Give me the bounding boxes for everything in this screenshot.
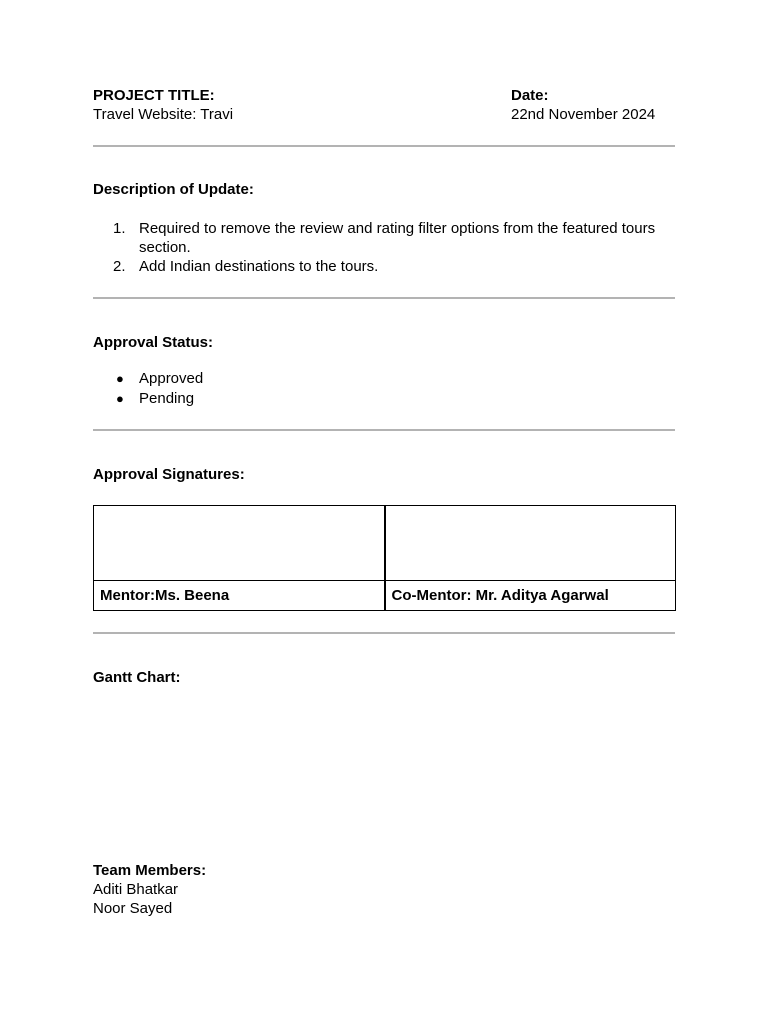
date-value: 22nd November 2024	[511, 106, 656, 123]
description-item-text: Required to remove the review and rating filter options from the featured tours	[139, 220, 656, 237]
project-title-value: Travel Website: Travi	[93, 106, 234, 123]
divider	[93, 632, 675, 634]
divider	[93, 429, 675, 431]
team-member: Noor Sayed	[93, 900, 173, 917]
bullet-icon: ●	[116, 371, 124, 386]
mentor-name: Mentor:Ms. Beena	[94, 581, 385, 611]
mentor-signature-box	[94, 506, 385, 581]
approval-signatures-heading: Approval Signatures:	[93, 466, 245, 483]
status-option-approved: Approved	[139, 370, 204, 387]
description-item-text: Add Indian destinations to the tours.	[139, 258, 379, 275]
status-list-item	[93, 389, 683, 408]
divider	[93, 145, 675, 147]
list-number: 2.	[113, 258, 126, 275]
description-item-text-continued: section.	[139, 239, 191, 256]
status-option-pending: Pending	[139, 390, 195, 407]
project-title-label: PROJECT TITLE:	[93, 87, 215, 104]
signature-table	[93, 505, 676, 611]
divider	[93, 297, 675, 299]
co-mentor-name: Co-Mentor: Mr. Aditya Agarwal	[385, 581, 676, 611]
description-heading: Description of Update:	[93, 181, 254, 198]
description-list-item	[93, 257, 683, 276]
description-list-item	[93, 219, 683, 257]
gantt-chart-heading: Gantt Chart:	[93, 669, 181, 686]
date-label: Date:	[511, 87, 549, 104]
team-members-heading: Team Members:	[93, 862, 207, 879]
status-list-item	[93, 369, 683, 388]
team-member: Aditi Bhatkar	[93, 881, 179, 898]
approval-status-heading: Approval Status:	[93, 334, 214, 351]
bullet-icon: ●	[116, 391, 124, 406]
co-mentor-signature-box	[385, 506, 676, 581]
list-number: 1.	[113, 220, 126, 237]
